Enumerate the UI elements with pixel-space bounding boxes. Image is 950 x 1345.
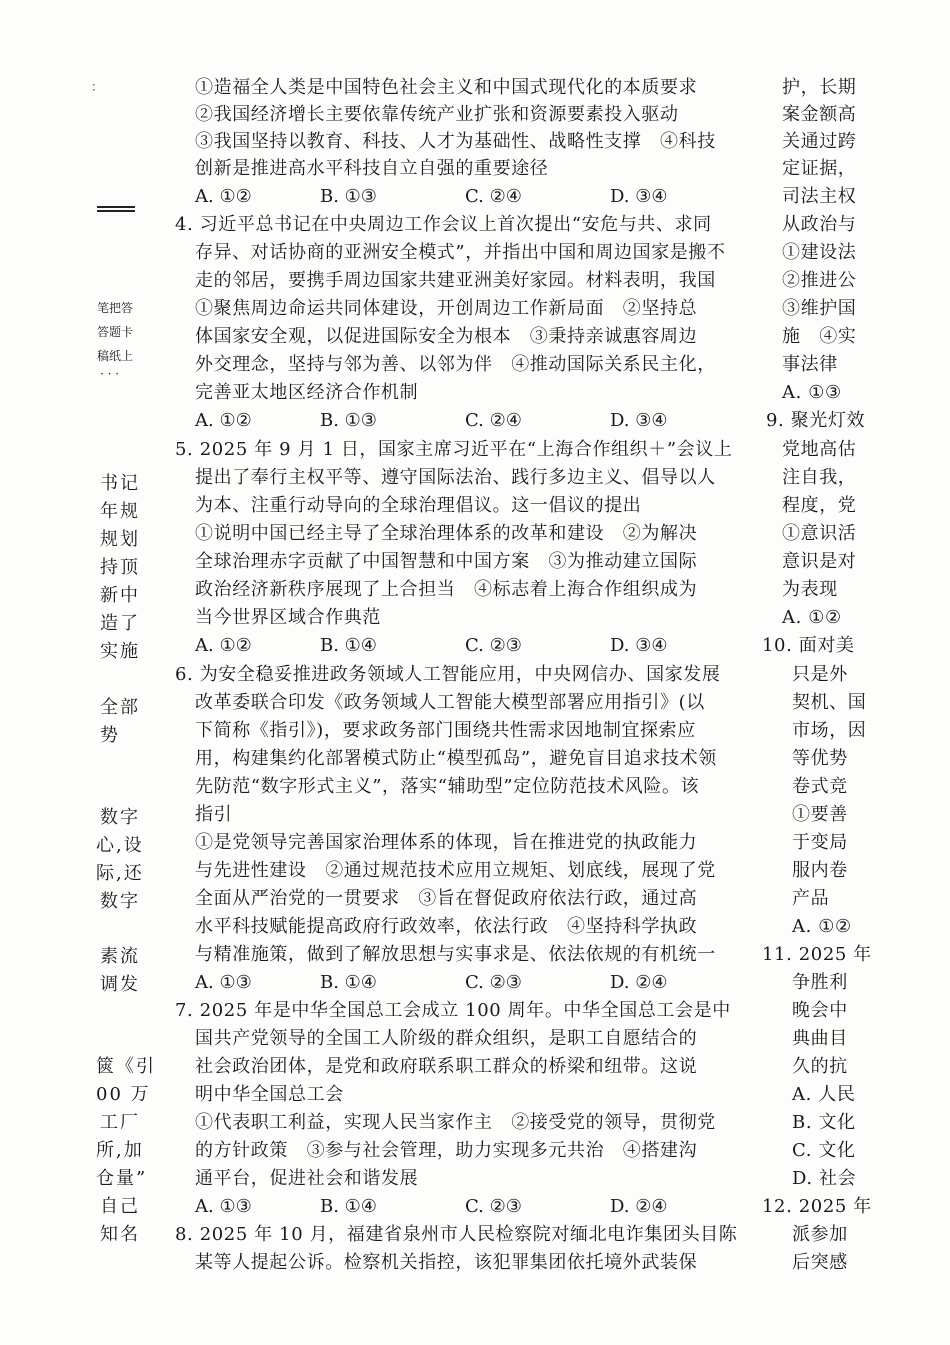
- question-line: 社会政治团体，是党和政府联系职工群众的桥梁和纽带。这说: [195, 1056, 698, 1077]
- right-fragment: 护，长期: [782, 77, 857, 98]
- question-line: 5. 2025 年 9 月 1 日，国家主席习近平在“上海合作组织＋”会议上: [175, 439, 733, 460]
- right-fragment: 党地高估: [782, 439, 857, 460]
- question-line: 明中华全国总工会: [195, 1084, 344, 1105]
- right-fragment: A. ①②: [782, 607, 842, 628]
- question-line: 国共产党领导的全国工人阶级的群众组织，是职工自愿结合的: [195, 1028, 698, 1049]
- question-line: 的方针政策 ③参与社会管理，助力实现多元共治 ④搭建沟: [195, 1140, 698, 1161]
- right-fragment: ①要善: [792, 804, 848, 825]
- left-fragment: 数字: [100, 891, 140, 912]
- right-fragment: 产品: [792, 888, 830, 909]
- right-fragment: 晚会中: [792, 1000, 848, 1021]
- left-fragment: 全部: [100, 697, 140, 718]
- binding-rule-line: [97, 206, 135, 208]
- right-fragment: 后突感: [792, 1252, 848, 1273]
- option-c: C. ②④: [465, 186, 522, 207]
- option-b: B. ①④: [320, 972, 377, 993]
- left-fragment: 调发: [100, 974, 140, 995]
- option-d: D. ③④: [610, 186, 668, 207]
- option-a: A. ①③: [195, 1196, 252, 1217]
- right-fragment: 典曲目: [792, 1028, 848, 1049]
- right-fragment: ②推进公: [782, 270, 857, 291]
- left-fragment: 所,加: [96, 1140, 144, 1161]
- right-fragment: ③维护国: [782, 298, 857, 319]
- left-fragment: 素流: [100, 946, 140, 967]
- question-line: 全面从严治党的一贯要求 ③旨在督促政府依法行政，通过高: [195, 888, 698, 909]
- question-line: 提出了奉行主权平等、遵守国际法治、践行多边主义、倡导以人: [195, 467, 716, 488]
- right-fragment: 12. 2025 年: [762, 1196, 872, 1217]
- right-fragment: 市场，因: [792, 720, 867, 741]
- left-fragment: 书记: [100, 473, 140, 494]
- question-line: 创新是推进高水平科技自立自强的重要途径: [195, 158, 549, 179]
- right-fragment: D. 社会: [792, 1168, 857, 1189]
- right-fragment: 司法主权: [782, 186, 857, 207]
- question-line: 体国家安全观，以促进国际安全为根本 ③秉持亲诚惠容周边: [195, 326, 698, 347]
- right-fragment: 事法律: [782, 354, 838, 375]
- right-fragment: 意识是对: [782, 551, 857, 572]
- question-line: 用，构建集约化部署模式防止“模型孤岛”，避免盲目追求技术领: [195, 748, 717, 769]
- left-fragment: 际,还: [96, 863, 144, 884]
- option-c: C. ②③: [465, 972, 522, 993]
- option-a: A. ①②: [195, 635, 252, 656]
- question-line: 与先进性建设 ②通过规范技术应用立规矩、划底线，展现了党: [195, 860, 716, 881]
- left-fragment: 工厂: [100, 1112, 140, 1133]
- right-fragment: 久的抗: [792, 1056, 848, 1077]
- left-fragment: 势: [100, 725, 120, 746]
- option-a: A. ①③: [195, 972, 252, 993]
- option-b: B. ①④: [320, 635, 377, 656]
- question-line: 改革委联合印发《政务领域人工智能大模型部署应用指引》(以: [195, 692, 705, 713]
- right-fragment: 10. 面对美: [762, 635, 855, 656]
- option-c: C. ②③: [465, 1196, 522, 1217]
- question-line: 通平台，促进社会和谐发展: [195, 1168, 419, 1189]
- right-fragment: 服内卷: [792, 860, 848, 881]
- question-line: 水平科技赋能提高政府行政效率，依法行政 ④坚持科学执政: [195, 916, 698, 937]
- right-fragment: 案金额高: [782, 104, 857, 125]
- question-line: ③我国坚持以教育、科技、人才为基础性、战略性支撑 ④科技: [195, 131, 716, 152]
- left-fragment: 数字: [100, 807, 140, 828]
- option-d: D. ②④: [610, 972, 668, 993]
- option-d: D. ②④: [610, 1196, 668, 1217]
- left-fragment: 年规: [100, 501, 140, 522]
- question-line: 先防范“数字形式主义”，落实“辅助型”定位防范技术风险。该: [195, 776, 700, 797]
- question-line: 7. 2025 年是中华全国总工会成立 100 周年。中华全国总工会是中: [175, 1000, 731, 1021]
- option-a: A. ①②: [195, 410, 252, 431]
- option-b: B. ①③: [320, 410, 377, 431]
- option-c: C. ②④: [465, 410, 522, 431]
- right-fragment: 程度，党: [782, 495, 857, 516]
- margin-mark: ∶: [92, 80, 96, 96]
- binding-note: 稿纸上: [97, 349, 134, 363]
- right-fragment: 注自我，: [782, 467, 857, 488]
- question-line: ①造福全人类是中国特色社会主义和中国式现代化的本质要求: [195, 77, 698, 98]
- question-line: 6. 为安全稳妥推进政务领域人工智能应用，中央网信办、国家发展: [175, 664, 721, 685]
- left-fragment: 实施: [100, 641, 140, 662]
- right-fragment: B. 文化: [792, 1112, 856, 1133]
- question-line: ①代表职工利益，实现人民当家作主 ②接受党的领导，贯彻党: [195, 1112, 716, 1133]
- right-fragment: 等优势: [792, 748, 848, 769]
- right-fragment: 为表现: [782, 579, 838, 600]
- question-line: 4. 习近平总书记在中央周边工作会议上首次提出“安危与共、求同: [175, 214, 712, 235]
- question-line: 下简称《指引》)，要求政务部门围绕共性需求因地制宜探索应: [195, 720, 696, 741]
- option-c: C. ②③: [465, 635, 522, 656]
- option-a: A. ①②: [195, 186, 252, 207]
- question-line: 外交理念，坚持与邻为善、以邻为伴 ④推动国际关系民主化，: [195, 354, 716, 375]
- left-fragment: 00 万: [96, 1084, 151, 1105]
- question-line: ①是党领导完善国家治理体系的体现，旨在推进党的执政能力: [195, 832, 698, 853]
- left-fragment: 新中: [100, 585, 140, 606]
- right-fragment: 施 ④实: [782, 326, 857, 347]
- binding-rule-line: [97, 210, 135, 212]
- left-fragment: 规划: [100, 529, 140, 550]
- question-line: 指引: [195, 804, 233, 825]
- right-fragment: 契机、国: [792, 692, 867, 713]
- right-fragment: 争胜利: [792, 972, 848, 993]
- question-line: ①说明中国已经主导了全球治理体系的改革和建设 ②为解决: [195, 523, 698, 544]
- question-line: 走的邻居，要携手周边国家共建亚洲美好家园。材料表明，我国: [195, 270, 716, 291]
- left-fragment: 篋《引: [96, 1056, 156, 1077]
- right-fragment: 从政治与: [782, 214, 857, 235]
- right-fragment: 11. 2025 年: [762, 944, 872, 965]
- question-line: ①聚焦周边命运共同体建设，开创周边工作新局面 ②坚持总: [195, 298, 698, 319]
- question-line: 与精准施策，做到了解放思想与实事求是、依法依规的有机统一: [195, 944, 716, 965]
- left-fragment: 知名: [100, 1224, 140, 1245]
- binding-note: 笔把答: [97, 301, 134, 315]
- right-fragment: A. ①②: [792, 916, 852, 937]
- question-line: ②我国经济增长主要依靠传统产业扩张和资源要素投入驱动: [195, 104, 679, 125]
- right-fragment: ①建设法: [782, 242, 857, 263]
- question-line: 全球治理赤字贡献了中国智慧和中国方案 ③为推动建立国际: [195, 551, 698, 572]
- right-fragment: A. 人民: [792, 1084, 856, 1105]
- option-b: B. ①④: [320, 1196, 377, 1217]
- binding-note: 答题卡: [97, 325, 134, 339]
- question-line: 为本、注重行动导向的全球治理倡议。这一倡议的提出: [195, 495, 642, 516]
- right-fragment: 9. 聚光灯效: [766, 410, 866, 431]
- right-fragment: C. 文化: [792, 1140, 856, 1161]
- option-b: B. ①③: [320, 186, 377, 207]
- option-d: D. ③④: [610, 635, 668, 656]
- question-line: 某等人提起公诉。检察机关指控，该犯罪集团依托境外武装保: [195, 1252, 698, 1273]
- right-fragment: ①意识活: [782, 523, 857, 544]
- left-fragment: 心,设: [96, 835, 144, 856]
- question-line: 政治经济新秩序展现了上合担当 ④标志着上海合作组织成为: [195, 579, 698, 600]
- option-d: D. ③④: [610, 410, 668, 431]
- right-fragment: A. ①③: [782, 382, 842, 403]
- question-line: 8. 2025 年 10 月，福建省泉州市人民检察院对缅北电诈集团头目陈: [175, 1224, 738, 1245]
- left-fragment: 造了: [100, 613, 140, 634]
- right-fragment: 卷式竞: [792, 776, 848, 797]
- question-line: 完善亚太地区经济合作机制: [195, 382, 419, 403]
- left-fragment: 持顶: [100, 557, 140, 578]
- left-fragment: 仓量”: [96, 1168, 148, 1189]
- right-fragment: 只是外: [792, 664, 848, 685]
- question-line: 当今世界区域合作典范: [195, 607, 381, 628]
- right-fragment: 于变局: [792, 832, 848, 853]
- right-fragment: 派参加: [792, 1224, 848, 1245]
- right-fragment: 定证据，: [782, 158, 857, 179]
- right-fragment: 关通过跨: [782, 131, 857, 152]
- binding-note: · · ·: [100, 367, 120, 381]
- left-fragment: 自己: [100, 1196, 140, 1217]
- question-line: 存异、对话协商的亚洲安全模式”，并指出中国和周边国家是搬不: [195, 242, 726, 263]
